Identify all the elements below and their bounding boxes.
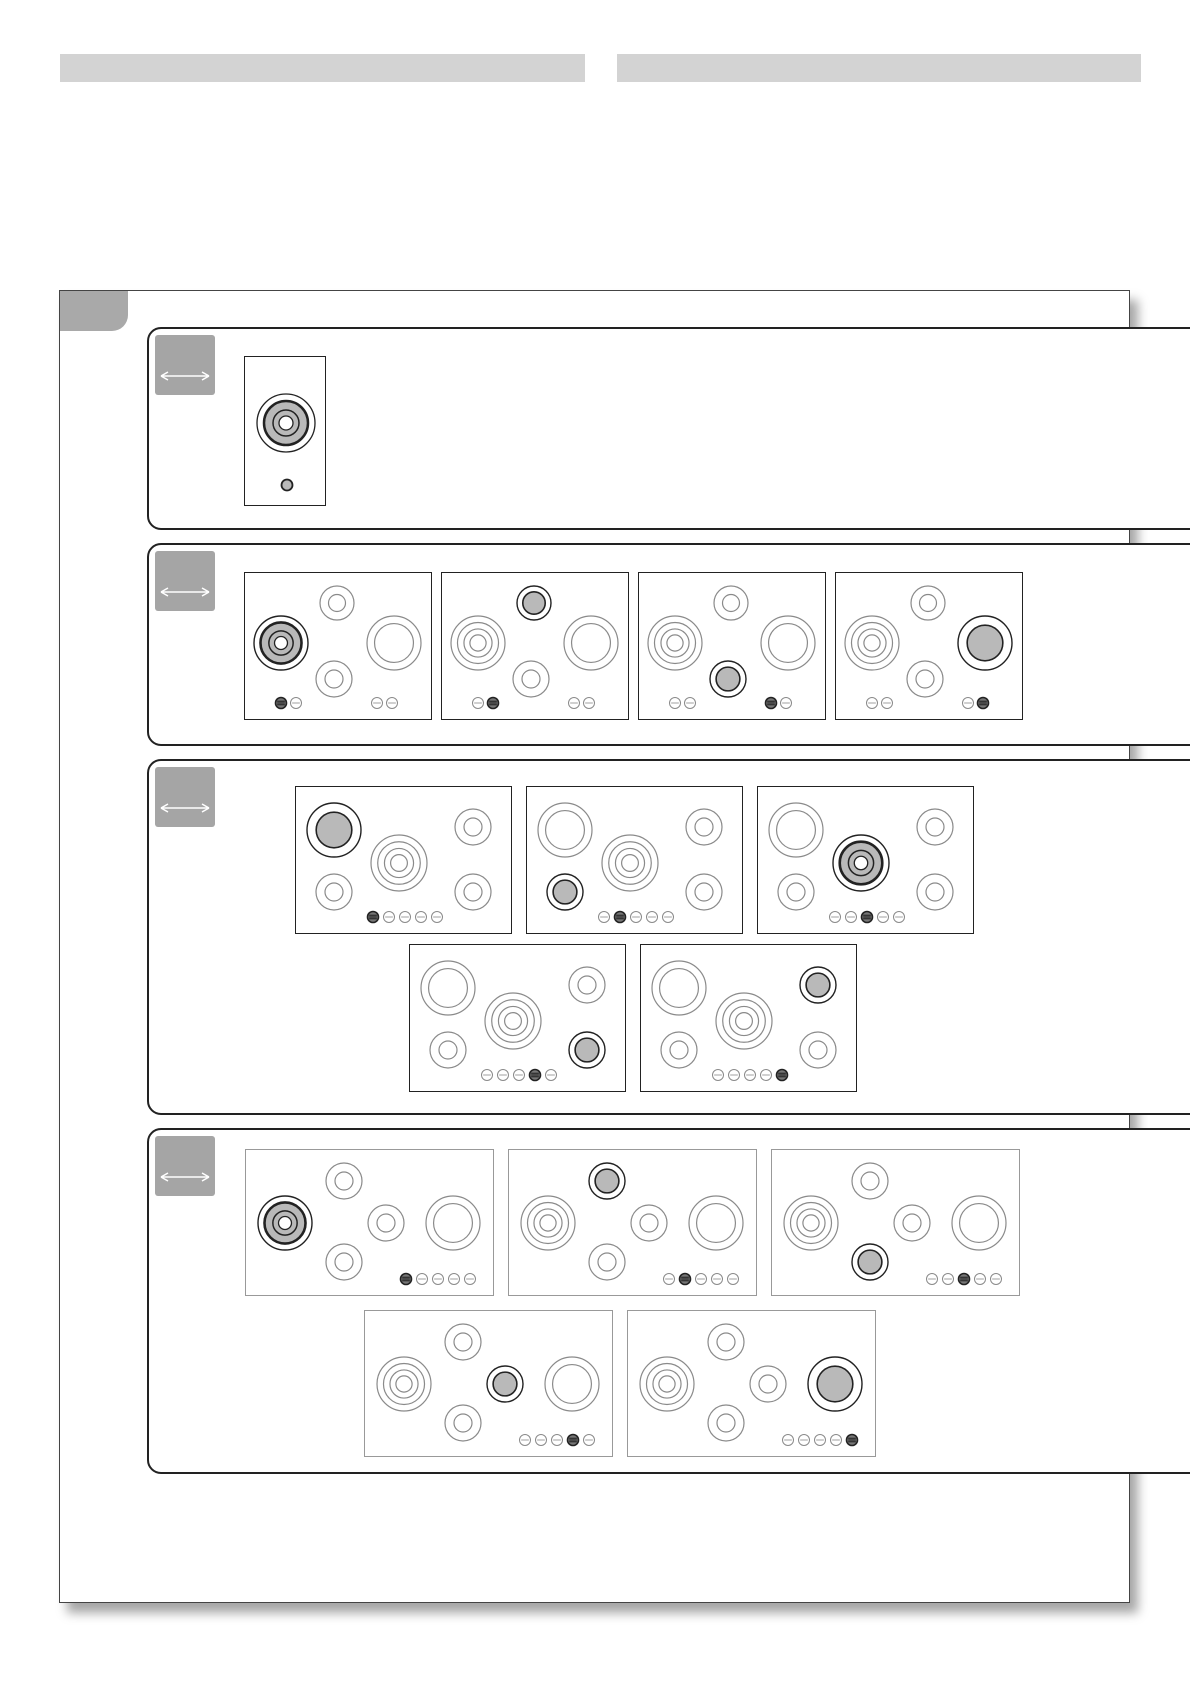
burner-ring-icon: [714, 586, 748, 620]
burner-ring-icon: [808, 1357, 862, 1411]
burner-ring-icon: [589, 1244, 625, 1280]
burner-ring-icon: [845, 616, 899, 670]
burner-ring-icon: [455, 809, 491, 845]
hob-diagram: [640, 944, 857, 1092]
burner-ring-icon: [430, 1032, 466, 1068]
burner-ring-icon: [316, 661, 352, 697]
burner-ring-icon: [648, 616, 702, 670]
burner-ring-icon: [569, 967, 605, 1003]
burner-ring-icon: [326, 1244, 362, 1280]
double-arrow-icon: [155, 551, 215, 611]
burner-ring-icon: [852, 1244, 888, 1280]
burner-ring-icon: [487, 1366, 523, 1402]
burner-ring-icon: [455, 874, 491, 910]
hob-diagram: [245, 1149, 494, 1296]
hob-diagram: [244, 572, 432, 720]
hob-diagram: [441, 572, 629, 720]
burner-ring-icon: [716, 993, 772, 1049]
burner-ring-icon: [326, 1163, 362, 1199]
burner-ring-icon: [421, 961, 475, 1015]
burner-ring-icon: [800, 967, 836, 1003]
section-corner-tab: [60, 291, 128, 331]
burner-ring-icon: [368, 1205, 404, 1241]
header-bar-right: [617, 54, 1141, 82]
burner-ring-icon: [545, 1357, 599, 1411]
width-badge: [155, 551, 215, 611]
hob-domino: [244, 356, 326, 506]
burner-ring-icon: [686, 874, 722, 910]
burner-ring-icon: [686, 809, 722, 845]
burner-ring-icon: [784, 1196, 838, 1250]
hob-diagram: [364, 1310, 613, 1457]
burner-ring-icon: [445, 1324, 481, 1360]
hob-diagram: [508, 1149, 757, 1296]
burner-ring-icon: [917, 809, 953, 845]
burner-ring-icon: [521, 1196, 575, 1250]
burner-ring-icon: [894, 1205, 930, 1241]
burner-ring-icon: [485, 993, 541, 1049]
burner-ring-icon: [689, 1196, 743, 1250]
burner-ring-icon: [778, 874, 814, 910]
burner-ring-icon: [852, 1163, 888, 1199]
burner-ring-icon: [631, 1205, 667, 1241]
double-arrow-icon: [155, 335, 215, 395]
header-bar-left: [60, 54, 585, 82]
burner-ring-icon: [564, 616, 618, 670]
burner-ring-icon: [589, 1163, 625, 1199]
burner-ring-icon: [708, 1405, 744, 1441]
burner-ring-icon: [257, 394, 315, 452]
burner-ring-icon: [640, 1357, 694, 1411]
hob-diagram: [409, 944, 626, 1092]
burner-ring-icon: [958, 616, 1012, 670]
burner-ring-icon: [710, 661, 746, 697]
burner-ring-icon: [833, 835, 889, 891]
width-badge: [155, 1136, 215, 1196]
burner-ring-icon: [513, 661, 549, 697]
burner-ring-icon: [258, 1196, 312, 1250]
hob-diagram: [526, 786, 743, 934]
burner-ring-icon: [367, 616, 421, 670]
burner-ring-icon: [426, 1196, 480, 1250]
double-arrow-icon: [155, 767, 215, 827]
burner-ring-icon: [445, 1405, 481, 1441]
burner-ring-icon: [254, 616, 308, 670]
burner-ring-icon: [952, 1196, 1006, 1250]
burner-ring-icon: [708, 1324, 744, 1360]
burner-ring-icon: [911, 586, 945, 620]
burner-ring-icon: [602, 835, 658, 891]
double-arrow-icon: [155, 1136, 215, 1196]
burner-ring-icon: [652, 961, 706, 1015]
hob-diagram: [757, 786, 974, 934]
burner-ring-icon: [547, 874, 583, 910]
burner-ring-icon: [320, 586, 354, 620]
width-badge: [155, 767, 215, 827]
burner-ring-icon: [661, 1032, 697, 1068]
width-badge: [155, 335, 215, 395]
burner-ring-icon: [371, 835, 427, 891]
burner-ring-icon: [761, 616, 815, 670]
burner-ring-icon: [517, 586, 551, 620]
hob-diagram: [771, 1149, 1020, 1296]
burner-ring-icon: [750, 1366, 786, 1402]
burner-ring-icon: [451, 616, 505, 670]
burner-ring-icon: [569, 1032, 605, 1068]
burner-ring-icon: [800, 1032, 836, 1068]
burner-ring-icon: [538, 803, 592, 857]
burner-ring-icon: [316, 874, 352, 910]
hob-diagram: [295, 786, 512, 934]
burner-ring-icon: [917, 874, 953, 910]
burner-ring-icon: [377, 1357, 431, 1411]
hob-diagram: [638, 572, 826, 720]
control-knob-icon: [282, 480, 293, 491]
hob-diagram: [627, 1310, 876, 1457]
burner-ring-icon: [907, 661, 943, 697]
burner-ring-icon: [307, 803, 361, 857]
burner-ring-icon: [769, 803, 823, 857]
hob-diagram: [835, 572, 1023, 720]
